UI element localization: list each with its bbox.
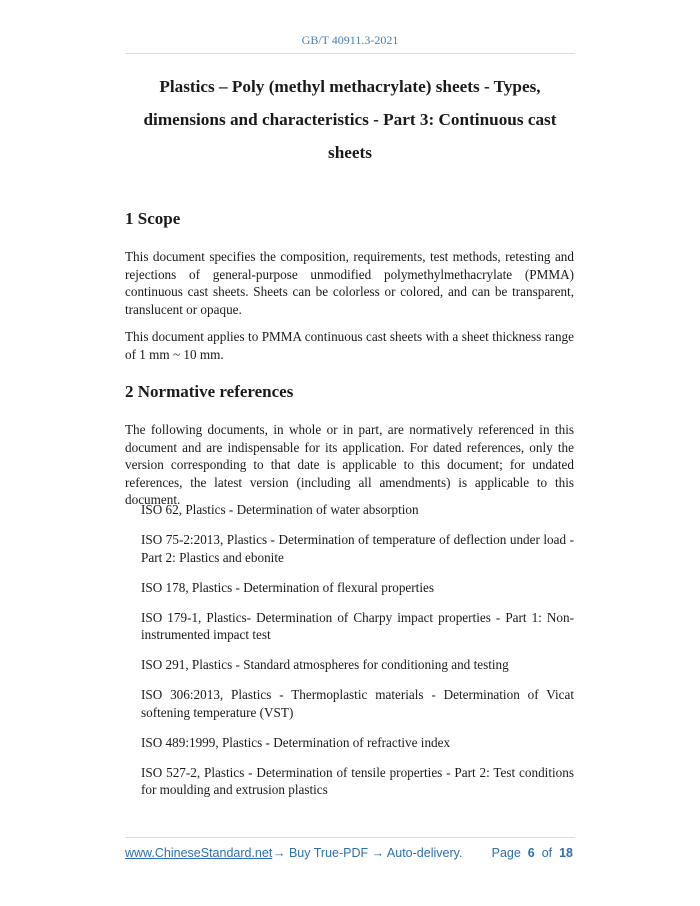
scope-heading: 1 Scope bbox=[125, 209, 181, 228]
reference-item: ISO 527-2, Plastics - Determination of tensile properties - Part 2: Test conditions for moulding and extrusion plastics bbox=[141, 764, 574, 797]
page-of-label: of bbox=[541, 846, 553, 860]
reference-list bbox=[141, 501, 574, 811]
total-pages-number: 18 bbox=[559, 846, 573, 860]
normative-references-intro: The following documents, in whole or in part, are normatively referenced in this document and are indispensable for its application. For dated references, only the version corresponding to that date is applicable to this document; for undated references, the latest version (including all amendments) is applicable to this document. bbox=[125, 422, 574, 507]
scope-paragraph-1: This document specifies the composition, requirements, test methods, retesting and rejections of general-purpose unmodified polymethylmethacrylate (PMMA) continuous cast sheets. Sheets can be colorless or colored, and can be transparent, translucent or opaque. bbox=[125, 249, 574, 317]
standard-code-header: GB/T 40911.3-2021 bbox=[301, 33, 399, 47]
footer-divider bbox=[125, 837, 575, 838]
reference-item: ISO 179-1, Plastics- Determination of Charpy impact properties - Part 1: Non-instrumented impact test bbox=[141, 609, 574, 642]
reference-item: ISO 75-2:2013, Plastics - Determination of temperature of deflection under load - Part 2: Plastics and ebonite bbox=[141, 532, 574, 565]
document-title: Plastics – Poly (methyl methacrylate) sheets - Types, dimensions and characteristics - Part 3: Continuous cast sheets bbox=[143, 77, 557, 162]
reference-item: ISO 489:1999, Plastics - Determination of refractive index bbox=[141, 734, 451, 750]
header-divider bbox=[125, 53, 575, 54]
page-indicator bbox=[492, 846, 573, 860]
page-label: Page bbox=[491, 846, 521, 860]
footer-promo-text: → Buy True-PDF → Auto-delivery. bbox=[273, 846, 463, 860]
reference-item: ISO 306:2013, Plastics - Thermoplastic materials - Determination of Vicat softening temperature (VST) bbox=[141, 687, 574, 720]
reference-item: ISO 178, Plastics - Determination of flexural properties bbox=[141, 579, 434, 595]
reference-item: ISO 291, Plastics - Standard atmospheres for conditioning and testing bbox=[141, 657, 509, 672]
current-page-number: 6 bbox=[527, 846, 535, 860]
reference-item: ISO 62, Plastics - Determination of water absorption bbox=[141, 502, 419, 517]
chinesestandard-link[interactable]: www.ChineseStandard.net bbox=[125, 846, 273, 860]
normative-references-heading: 2 Normative references bbox=[125, 382, 294, 401]
scope-paragraph-2: This document applies to PMMA continuous cast sheets with a sheet thickness range of 1 mm ~ 10 mm. bbox=[125, 329, 574, 362]
